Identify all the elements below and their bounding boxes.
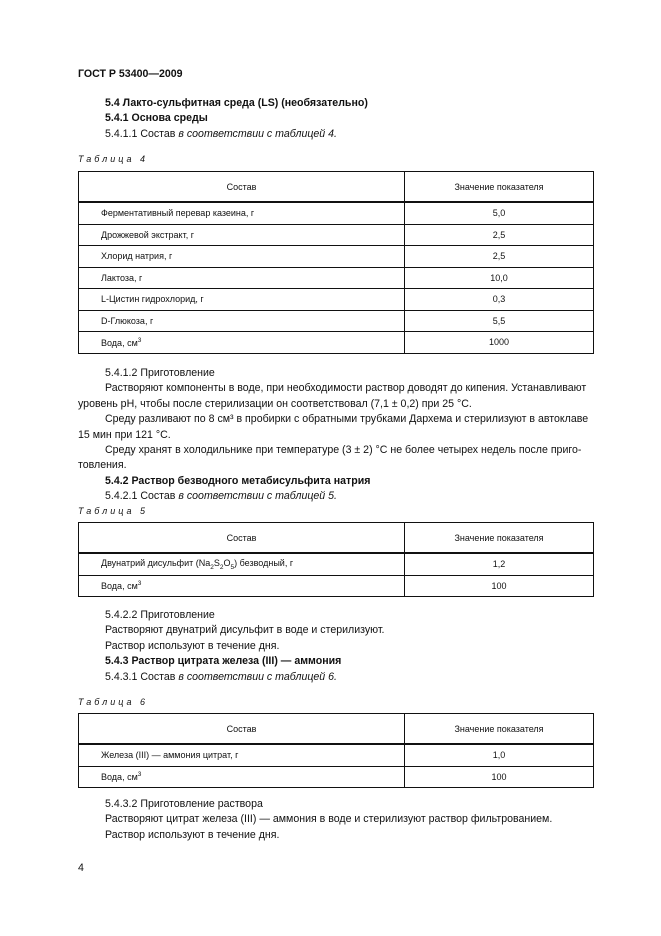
table-row bbox=[79, 575, 594, 597]
paragraph: Растворяют двунатрий дисульфит в воде и стерилизуют. bbox=[105, 624, 385, 637]
col-header: Значение показателя bbox=[405, 714, 594, 745]
paragraph: Растворяют цитрат железа (III) — аммония в воде и стерилизуют раствор фильтрованием. bbox=[105, 813, 553, 826]
table-row bbox=[79, 744, 594, 766]
cell bbox=[79, 332, 405, 354]
heading-5-4-2: 5.4.2 Раствор безводного метабисульфита натрия bbox=[105, 474, 371, 487]
superscript: 3 bbox=[137, 771, 142, 779]
table-row bbox=[79, 246, 594, 268]
cell: 1,2 bbox=[405, 553, 594, 575]
table-reference: в соответствии с таблицей 5. bbox=[178, 490, 337, 503]
section-5-4-3-2 bbox=[78, 797, 594, 843]
superscript: 3 bbox=[137, 336, 142, 344]
paragraph: Среду хранят в холодильнике при температуре (3 ± 2) °C не более четырех недель после приго- bbox=[105, 443, 582, 456]
cell-text: Вода, см bbox=[101, 581, 138, 592]
table-4 bbox=[78, 171, 594, 354]
table-6 bbox=[78, 713, 594, 788]
para-5-4-3-1 bbox=[78, 670, 594, 685]
cell: 2,5 bbox=[405, 224, 594, 246]
cell: 1000 bbox=[405, 332, 594, 354]
paragraph: Раствор используют в течение дня. bbox=[105, 639, 280, 652]
table-row bbox=[79, 289, 594, 311]
table-reference: в соответствии с таблицей 4. bbox=[178, 127, 337, 140]
clause-number: 5.4.1.1 Состав bbox=[105, 127, 179, 140]
cell-text: Вода, см bbox=[101, 772, 138, 783]
table-row bbox=[79, 766, 594, 788]
paragraph: уровень pH, чтобы после стерилизации он соответствовал (7,1 ± 0,2) при 25 °C. bbox=[78, 397, 472, 410]
cell: 1,0 bbox=[405, 744, 594, 766]
cell: 5,5 bbox=[405, 310, 594, 332]
heading-5-4-1: 5.4.1 Основа среды bbox=[105, 112, 208, 125]
heading-5-4: 5.4 Лакто-сульфитная среда (LS) (необязательно) bbox=[105, 97, 368, 109]
cell: L-Цистин гидрохлорид, г bbox=[79, 289, 405, 311]
para-5-4-1-1 bbox=[78, 127, 594, 142]
subscript: 5 bbox=[230, 563, 235, 571]
cell-text: Вода, см bbox=[101, 337, 138, 348]
table-5-caption: Таблица 5 bbox=[78, 506, 149, 516]
section-5-4-1-2 bbox=[78, 366, 594, 505]
cell-text: S bbox=[213, 557, 220, 568]
table-row bbox=[79, 267, 594, 289]
para-5-4-2-1 bbox=[78, 489, 594, 504]
superscript: 3 bbox=[137, 580, 142, 588]
paragraph: Растворяют компоненты в воде, при необходимости раствор доводят до кипения. Устанавливают bbox=[105, 382, 587, 395]
paragraph: 15 мин при 121 °C. bbox=[78, 428, 171, 441]
cell bbox=[79, 766, 405, 788]
cell-text: Двунатрий дисульфит (Na bbox=[101, 557, 211, 568]
heading-5-4-3-2: 5.4.3.2 Приготовление раствора bbox=[105, 798, 263, 810]
col-header: Состав bbox=[79, 714, 405, 745]
clause-number: 5.4.2.1 Состав bbox=[105, 490, 179, 503]
cell: 10,0 bbox=[405, 267, 594, 289]
cell: 5,0 bbox=[405, 202, 594, 224]
table-row bbox=[79, 310, 594, 332]
col-header: Состав bbox=[79, 523, 405, 554]
heading-5-4-1-2: 5.4.1.2 Приготовление bbox=[105, 367, 215, 379]
section-5-4 bbox=[78, 96, 594, 142]
cell: Лактоза, г bbox=[79, 267, 405, 289]
table-row bbox=[79, 202, 594, 224]
cell: 100 bbox=[405, 575, 594, 597]
section-5-4-2-2 bbox=[78, 608, 594, 685]
cell-text: O bbox=[223, 557, 231, 568]
col-header: Состав bbox=[79, 172, 405, 203]
cell bbox=[79, 553, 405, 575]
heading-5-4-3: 5.4.3 Раствор цитрата железа (III) — аммония bbox=[105, 655, 342, 668]
page-number: 4 bbox=[78, 862, 84, 874]
cell: 0,3 bbox=[405, 289, 594, 311]
cell: 2,5 bbox=[405, 246, 594, 268]
paragraph: товления. bbox=[78, 459, 127, 472]
table-reference: в соответствии с таблицей 6. bbox=[178, 670, 337, 683]
table-row bbox=[79, 224, 594, 246]
table-row bbox=[79, 332, 594, 354]
col-header: Значение показателя bbox=[405, 523, 594, 554]
heading-5-4-2-2: 5.4.2.2 Приготовление bbox=[105, 609, 215, 621]
cell: Железа (III) — аммония цитрат, г bbox=[79, 744, 405, 766]
cell: Хлорид натрия, г bbox=[79, 246, 405, 268]
subscript: 2 bbox=[210, 563, 214, 571]
table-4-caption: Таблица 4 bbox=[78, 154, 149, 164]
cell bbox=[79, 575, 405, 597]
cell: D-Глюкоза, г bbox=[79, 310, 405, 332]
table-row bbox=[79, 553, 594, 575]
table-5 bbox=[78, 522, 594, 597]
subscript: 2 bbox=[219, 563, 224, 571]
cell: 100 bbox=[405, 766, 594, 788]
cell-text: ) безводный, г bbox=[234, 557, 294, 568]
cell: Ферментативный перевар казеина, г bbox=[79, 202, 405, 224]
col-header: Значение показателя bbox=[405, 172, 594, 203]
document-header: ГОСТ Р 53400—2009 bbox=[78, 68, 183, 80]
clause-number: 5.4.3.1 Состав bbox=[105, 670, 179, 683]
paragraph: Среду разливают по 8 см³ в пробирки с обратными трубками Дархема и стерилизуют в автоклаве bbox=[105, 413, 589, 426]
cell: Дрожжевой экстракт, г bbox=[79, 224, 405, 246]
paragraph: Раствор используют в течение дня. bbox=[105, 828, 280, 841]
table-6-caption: Таблица 6 bbox=[78, 697, 149, 707]
